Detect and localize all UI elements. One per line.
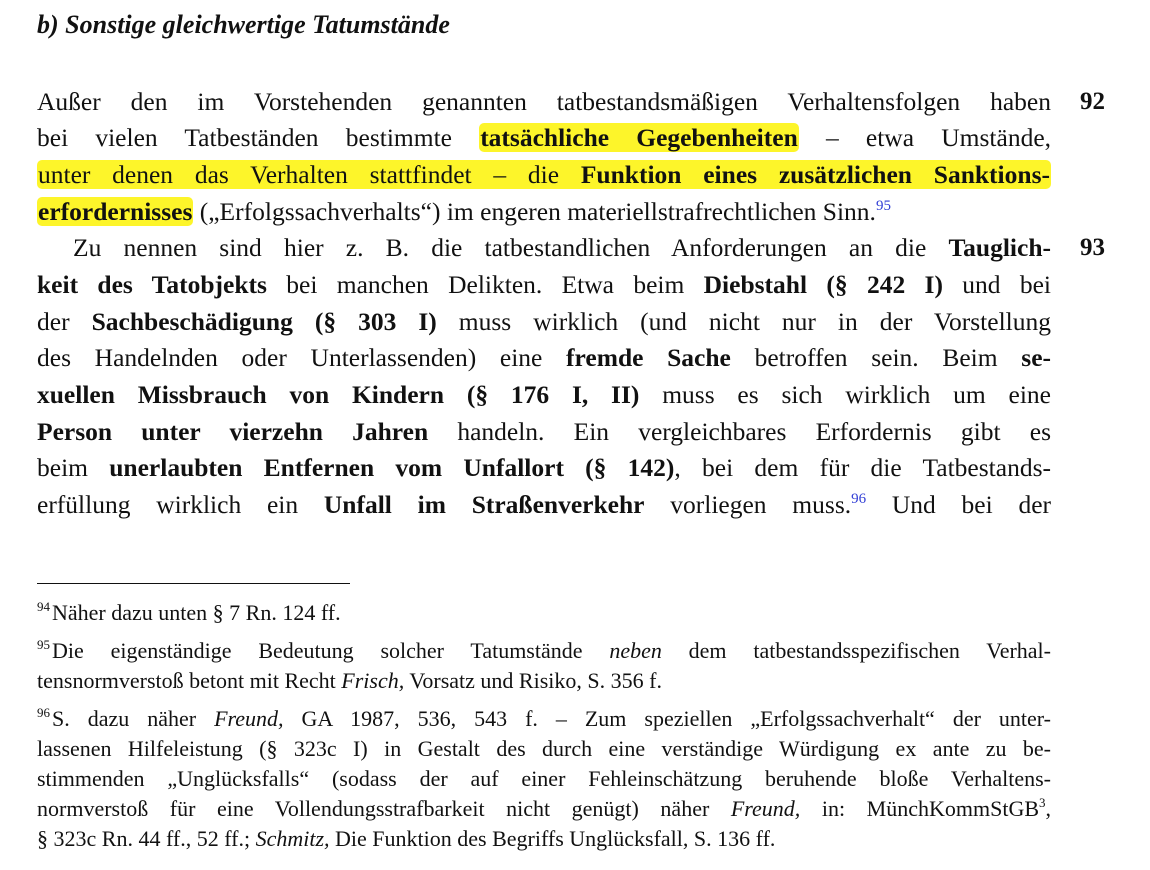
highlighted-term: Funktion eines zusätzlichen Sanktions- — [580, 160, 1050, 189]
para93-line-6: Person unter vierzehn Jahren handeln. Ein vergleichbares Erfordernis gibt es — [37, 417, 1051, 446]
para92-line-1: Außer den im Vorstehenden genannten tatbestandsmäßigen Verhaltensfolgen haben — [37, 87, 1051, 116]
highlighted-term: erfordernisses — [38, 197, 193, 226]
footnote-95-line-1: $^{95}$Die eigenständige Bedeutung solcher Tatumstände neben dem tatbestandsspezifischen Verhal- — [37, 637, 1051, 663]
footnote-96-line-3: stimmenden „Unglücksfalls“ (sodass der auf einer Fehleinschätzung beruhende bloße Verhaltens- — [37, 766, 1051, 791]
footnote-95-line-2: tensnormverstoß betont mit Recht Frisch, Vorsatz und Risiko, S. 356 f. — [37, 668, 662, 693]
highlighted-term: tatsächliche Gegebenheiten — [480, 123, 798, 152]
para93-line-8: erfüllung wirklich ein Unfall im Straßenverkehr vorliegen muss.$^{96}$ Und bei der — [37, 490, 1051, 519]
margin-number-93: 93 — [1080, 234, 1105, 261]
margin-number-92: 92 — [1080, 88, 1105, 115]
para92-line-3: unter denen das Verhalten stattfindet – die Funktion eines zusätzlichen Sanktions- — [38, 160, 1050, 189]
para93-line-7: beim unerlaubten Entfernen vom Unfallort (§ 142), bei dem für die Tatbestands- — [37, 453, 1051, 482]
footnote-ref-96[interactable]: 96 — [851, 491, 867, 507]
para92-line-2: bei vielen Tatbeständen bestimmte tatsächliche Gegebenheiten – etwa Umstände, — [37, 123, 1052, 152]
para93-line-4: des Handelnden oder Unterlassenden) eine fremde Sache betroffen sein. Beim se- — [37, 343, 1052, 372]
footnote-ref-95[interactable]: 95 — [875, 198, 891, 214]
para93-line-5: xuellen Missbrauch von Kindern (§ 176 I, II) muss es sich wirklich um eine — [37, 380, 1051, 409]
para93-line-2: keit des Tatobjekts bei manchen Delikten. Etwa beim Diebstahl (§ 242 I) und bei — [37, 270, 1051, 299]
footnote-96-line-2: lassenen Hilfeleistung (§ 323c I) in Gestalt des durch eine verständige Würdigung ex ante zu be- — [37, 736, 1051, 761]
para93-line-3: der Sachbeschädigung (§ 303 I) muss wirklich (und nicht nur in der Vorstellung — [37, 307, 1051, 336]
footnote-96-line-1: $^{96}$S. dazu näher Freund, GA 1987, 536, 543 f. – Zum speziellen „Erfolgssachverhalt“ der unter- — [37, 705, 1051, 731]
footnote-separator — [37, 583, 350, 584]
section-heading: b) Sonstige gleichwertige Tatumstände — [37, 10, 450, 39]
para93-line-1: Zu nennen sind hier z. B. die tatbestandlichen Anforderungen an die Tauglich- — [73, 233, 1051, 262]
footnote-94: $^{94}$Näher dazu unten § 7 Rn. 124 ff. — [37, 599, 341, 625]
footnote-96-line-4: normverstoß für eine Vollendungsstrafbarkeit nicht genügt) näher Freund, in: MünchKommStGB$^3$, — [37, 795, 1052, 821]
para92-line-4: erfordernisses („Erfolgssachverhalts“) im engeren materiellstrafrechtlichen Sinn.$^{95}$ — [38, 197, 891, 226]
footnote-96-line-5: § 323c Rn. 44 ff., 52 ff.; Schmitz, Die Funktion des Begriffs Unglücksfall, S. 136 ff. — [37, 826, 776, 851]
